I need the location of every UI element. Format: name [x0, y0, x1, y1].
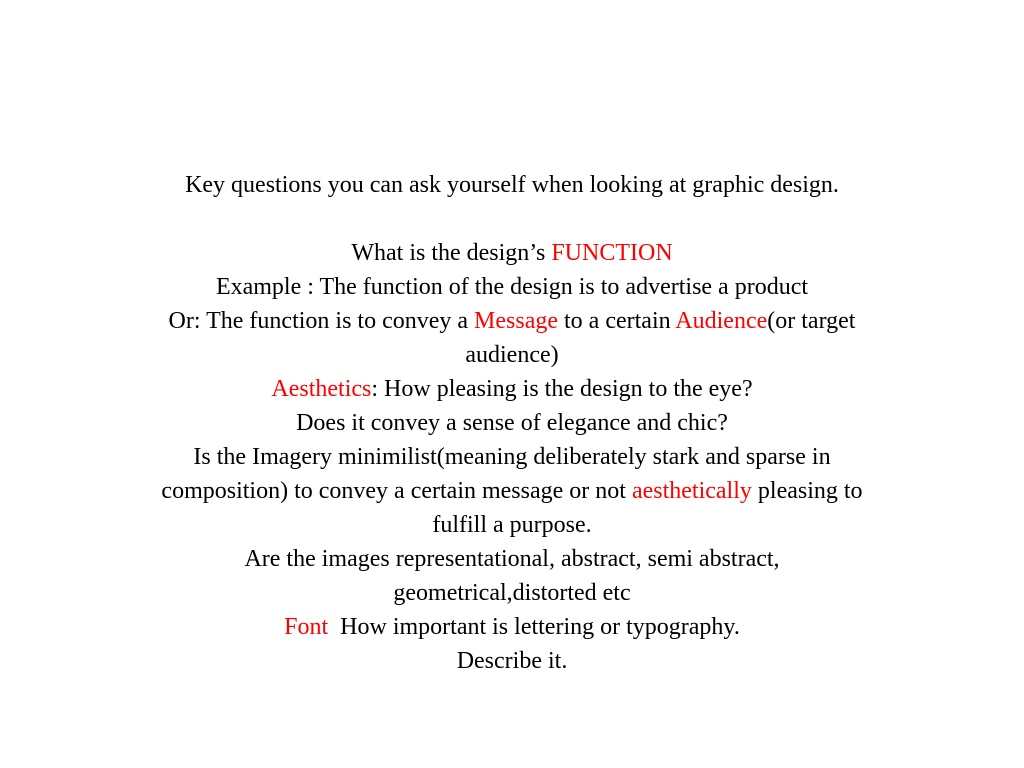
font-rest: How important is lettering or typography.: [328, 614, 740, 640]
convey-part3: (or target: [767, 308, 856, 334]
function-prefix: What is the design’s: [351, 240, 552, 266]
message-keyword: Message: [474, 308, 559, 334]
example-line: Example : The function of the design is to advertise a product: [215, 274, 809, 300]
blank-line: [90, 202, 934, 236]
aesthetics-rest: : How pleasing is the design to the eye?: [371, 376, 753, 402]
imagery-part1: composition) to convey a certain message or not: [161, 478, 632, 504]
describe-line: Describe it.: [456, 648, 568, 674]
slide-text-body: [90, 168, 934, 678]
imagery-part2: pleasing to: [751, 478, 863, 504]
convey-line-continued: audience): [465, 342, 559, 368]
images-line-2: geometrical,distorted etc: [393, 580, 631, 606]
function-question: [90, 236, 934, 270]
convey-part1: Or: The function is to convey a: [168, 308, 475, 334]
aesthetics-question: [90, 372, 934, 406]
function-keyword: FUNCTION: [551, 240, 673, 266]
images-line-1: Are the images representational, abstract, semi abstract,: [244, 546, 780, 572]
aesthetics-keyword: Aesthetics: [271, 376, 372, 402]
convey-part2: to a certain: [558, 308, 676, 334]
font-keyword: Font: [284, 614, 329, 640]
audience-keyword: Audience: [675, 308, 768, 334]
imagery-line-1: Is the Imagery minimilist(meaning deliberately stark and sparse in: [193, 444, 831, 470]
font-question: [90, 610, 934, 644]
heading: Key questions you can ask yourself when looking at graphic design.: [185, 172, 839, 198]
elegance-question: Does it convey a sense of elegance and chic?: [296, 410, 728, 436]
aesthetically-keyword: aesthetically: [631, 478, 752, 504]
convey-line: [90, 304, 934, 338]
imagery-line-2: [90, 474, 934, 508]
imagery-line-3: fulfill a purpose.: [432, 512, 592, 538]
